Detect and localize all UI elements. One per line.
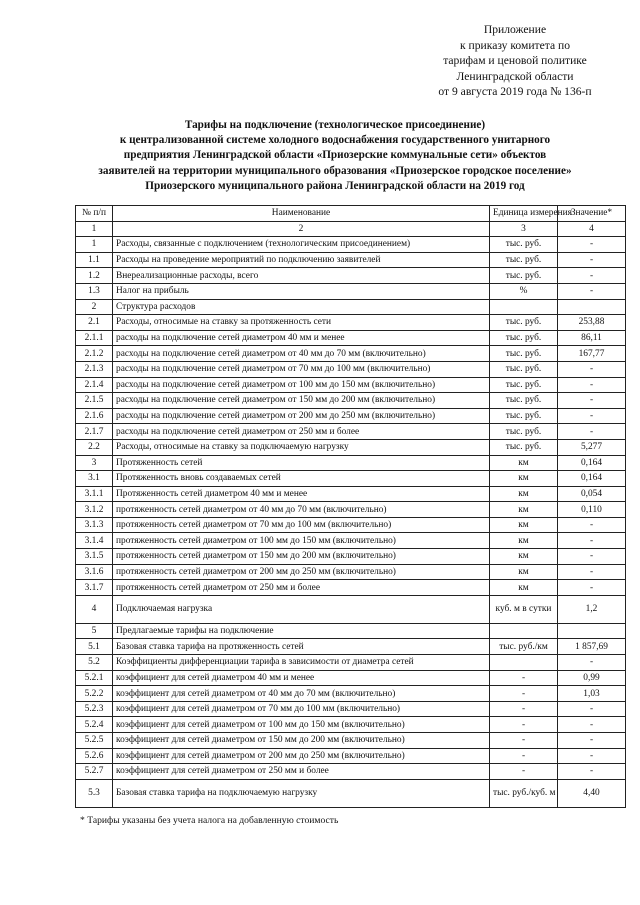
row-value: 167,77 bbox=[558, 346, 626, 362]
row-name: коэффициент для сетей диаметром от 70 мм до 100 мм (включительно) bbox=[113, 701, 490, 717]
row-value: 0,054 bbox=[558, 486, 626, 502]
row-value: - bbox=[558, 655, 626, 671]
table-row bbox=[76, 439, 626, 455]
row-number: 5.2.6 bbox=[76, 748, 113, 764]
row-number: 2 bbox=[76, 299, 113, 315]
row-value bbox=[558, 299, 626, 315]
row-value: - bbox=[558, 377, 626, 393]
row-number: 2.1.6 bbox=[76, 408, 113, 424]
row-unit bbox=[490, 655, 558, 671]
row-unit: - bbox=[490, 733, 558, 749]
row-number: 3.1 bbox=[76, 471, 113, 487]
row-number: 3.1.4 bbox=[76, 533, 113, 549]
row-number: 3.1.7 bbox=[76, 580, 113, 596]
row-unit: тыс. руб. bbox=[490, 377, 558, 393]
row-number: 2.1 bbox=[76, 315, 113, 331]
row-unit: км bbox=[490, 533, 558, 549]
row-unit: тыс. руб. bbox=[490, 268, 558, 284]
row-unit: - bbox=[490, 717, 558, 733]
index-cell: 2 bbox=[113, 221, 490, 237]
table-row bbox=[76, 268, 626, 284]
row-number: 3.1.2 bbox=[76, 502, 113, 518]
row-unit: км bbox=[490, 549, 558, 565]
row-name: Протяженность сетей bbox=[113, 455, 490, 471]
row-unit: км bbox=[490, 517, 558, 533]
row-number: 1 bbox=[76, 237, 113, 253]
appendix-line: от 9 августа 2019 года № 136-п bbox=[438, 85, 592, 98]
row-value: 0,99 bbox=[558, 670, 626, 686]
row-number: 4 bbox=[76, 595, 113, 623]
row-unit: - bbox=[490, 764, 558, 780]
row-name: расходы на подключение сетей диаметром от 40 мм до 70 мм (включительно) bbox=[113, 346, 490, 362]
table-row bbox=[76, 424, 626, 440]
row-name: Базовая ставка тарифа на протяженность сетей bbox=[113, 639, 490, 655]
row-number: 5.1 bbox=[76, 639, 113, 655]
table-row bbox=[76, 346, 626, 362]
table-row bbox=[76, 623, 626, 639]
table-row bbox=[76, 361, 626, 377]
table-row bbox=[76, 486, 626, 502]
row-name: Предлагаемые тарифы на подключение bbox=[113, 623, 490, 639]
row-number: 2.1.1 bbox=[76, 330, 113, 346]
row-number: 5.2 bbox=[76, 655, 113, 671]
table-row bbox=[76, 595, 626, 623]
table-row bbox=[76, 549, 626, 565]
row-value: - bbox=[558, 408, 626, 424]
row-name: протяженность сетей диаметром от 250 мм и более bbox=[113, 580, 490, 596]
row-name: Расходы на проведение мероприятий по подключению заявителей bbox=[113, 252, 490, 268]
row-number: 2.1.3 bbox=[76, 361, 113, 377]
row-number: 2.2 bbox=[76, 439, 113, 455]
row-value: - bbox=[558, 764, 626, 780]
row-number: 2.1.7 bbox=[76, 424, 113, 440]
row-value: 253,88 bbox=[558, 315, 626, 331]
row-number: 2.1.2 bbox=[76, 346, 113, 362]
row-unit: тыс. руб. bbox=[490, 361, 558, 377]
row-unit: км bbox=[490, 455, 558, 471]
title-line: к централизованной системе холодного водоснабжения государственного унитарного bbox=[119, 134, 551, 147]
table-row bbox=[76, 580, 626, 596]
row-unit: тыс. руб./куб. м bbox=[490, 779, 558, 807]
row-unit: км bbox=[490, 502, 558, 518]
row-name: протяженность сетей диаметром от 200 мм до 250 мм (включительно) bbox=[113, 564, 490, 580]
row-value: - bbox=[558, 424, 626, 440]
table-index-row bbox=[76, 221, 626, 237]
table-row bbox=[76, 686, 626, 702]
table-row bbox=[76, 717, 626, 733]
row-name: Протяженность сетей диаметром 40 мм и менее bbox=[113, 486, 490, 502]
table-row bbox=[76, 393, 626, 409]
row-value: - bbox=[558, 549, 626, 565]
row-name: расходы на подключение сетей диаметром от 100 мм до 150 мм (включительно) bbox=[113, 377, 490, 393]
row-number: 5 bbox=[76, 623, 113, 639]
row-name: Структура расходов bbox=[113, 299, 490, 315]
tariff-table bbox=[75, 205, 626, 808]
row-number: 3.1.5 bbox=[76, 549, 113, 565]
table-row bbox=[76, 764, 626, 780]
footnote: * Тарифы указаны без учета налога на добавленную стоимость bbox=[80, 815, 339, 826]
table-row bbox=[76, 655, 626, 671]
appendix-line: Приложение bbox=[483, 23, 547, 36]
row-value: - bbox=[558, 517, 626, 533]
row-value: - bbox=[558, 701, 626, 717]
row-number: 3.1.3 bbox=[76, 517, 113, 533]
table-row bbox=[76, 779, 626, 807]
row-value: - bbox=[558, 580, 626, 596]
row-value: 1,2 bbox=[558, 595, 626, 623]
row-value: - bbox=[558, 748, 626, 764]
row-name: коэффициент для сетей диаметром от 150 мм до 200 мм (включительно) bbox=[113, 733, 490, 749]
row-name: коэффициент для сетей диаметром от 100 мм до 150 мм (включительно) bbox=[113, 717, 490, 733]
table-body bbox=[76, 237, 626, 808]
row-unit: км bbox=[490, 471, 558, 487]
row-unit: км bbox=[490, 486, 558, 502]
row-name: Протяженность вновь создаваемых сетей bbox=[113, 471, 490, 487]
row-value: 4,40 bbox=[558, 779, 626, 807]
row-name: коэффициент для сетей диаметром 40 мм и менее bbox=[113, 670, 490, 686]
row-number: 5.2.2 bbox=[76, 686, 113, 702]
document-title bbox=[55, 118, 615, 194]
index-cell: 4 bbox=[558, 221, 626, 237]
table-row bbox=[76, 237, 626, 253]
row-name: Подключаемая нагрузка bbox=[113, 595, 490, 623]
row-unit: куб. м в сутки bbox=[490, 595, 558, 623]
table-row bbox=[76, 315, 626, 331]
row-value: - bbox=[558, 268, 626, 284]
row-value: - bbox=[558, 717, 626, 733]
row-name: Расходы, относимые на ставку за протяженность сети bbox=[113, 315, 490, 331]
header-name: Наименование bbox=[113, 206, 490, 222]
row-name: расходы на подключение сетей диаметром от 70 мм до 100 мм (включительно) bbox=[113, 361, 490, 377]
header-value: Значение* bbox=[558, 206, 626, 222]
row-name: Расходы, связанные с подключением (технологическим присоединением) bbox=[113, 237, 490, 253]
row-name: Налог на прибыль bbox=[113, 283, 490, 299]
row-unit: км bbox=[490, 580, 558, 596]
row-name: расходы на подключение сетей диаметром от 200 мм до 250 мм (включительно) bbox=[113, 408, 490, 424]
row-name: расходы на подключение сетей диаметром от 250 мм и более bbox=[113, 424, 490, 440]
row-value: - bbox=[558, 237, 626, 253]
row-number: 1.2 bbox=[76, 268, 113, 284]
row-name: Базовая ставка тарифа на подключаемую нагрузку bbox=[113, 779, 490, 807]
row-value: 1 857,69 bbox=[558, 639, 626, 655]
row-unit bbox=[490, 299, 558, 315]
row-value: - bbox=[558, 533, 626, 549]
row-unit bbox=[490, 623, 558, 639]
row-number: 3.1.6 bbox=[76, 564, 113, 580]
row-name: расходы на подключение сетей диаметром 40 мм и менее bbox=[113, 330, 490, 346]
row-unit: тыс. руб. bbox=[490, 330, 558, 346]
row-number: 5.2.5 bbox=[76, 733, 113, 749]
table-row bbox=[76, 701, 626, 717]
table-row bbox=[76, 502, 626, 518]
row-name: протяженность сетей диаметром от 40 мм до 70 мм (включительно) bbox=[113, 502, 490, 518]
row-value: - bbox=[558, 252, 626, 268]
row-unit: тыс. руб. bbox=[490, 252, 558, 268]
table-row bbox=[76, 670, 626, 686]
row-unit: км bbox=[490, 564, 558, 580]
table-header-row bbox=[76, 206, 626, 222]
table-row bbox=[76, 455, 626, 471]
row-number: 5.2.4 bbox=[76, 717, 113, 733]
table-row bbox=[76, 408, 626, 424]
row-value: 5,277 bbox=[558, 439, 626, 455]
row-name: Расходы, относимые на ставку за подключаемую нагрузку bbox=[113, 439, 490, 455]
row-number: 5.3 bbox=[76, 779, 113, 807]
row-unit: тыс. руб. bbox=[490, 424, 558, 440]
table-row bbox=[76, 533, 626, 549]
row-name: расходы на подключение сетей диаметром от 150 мм до 200 мм (включительно) bbox=[113, 393, 490, 409]
row-number: 5.2.1 bbox=[76, 670, 113, 686]
row-value: - bbox=[558, 361, 626, 377]
row-name: протяженность сетей диаметром от 100 мм до 150 мм (включительно) bbox=[113, 533, 490, 549]
row-unit: тыс. руб. bbox=[490, 346, 558, 362]
table-row bbox=[76, 299, 626, 315]
table-row bbox=[76, 471, 626, 487]
row-unit: - bbox=[490, 670, 558, 686]
row-name: коэффициент для сетей диаметром от 250 мм и более bbox=[113, 764, 490, 780]
appendix-line: к приказу комитета по bbox=[460, 38, 570, 52]
table-row bbox=[76, 564, 626, 580]
row-name: протяженность сетей диаметром от 70 мм до 100 мм (включительно) bbox=[113, 517, 490, 533]
row-name: Коэффициенты дифференциации тарифа в зависимости от диаметра сетей bbox=[113, 655, 490, 671]
table-row bbox=[76, 330, 626, 346]
index-cell: 3 bbox=[490, 221, 558, 237]
table-row bbox=[76, 748, 626, 764]
header-num: № п/п bbox=[76, 206, 113, 222]
row-value: 1,03 bbox=[558, 686, 626, 702]
row-value: 0,110 bbox=[558, 502, 626, 518]
row-unit: % bbox=[490, 283, 558, 299]
header-unit: Единица измерения bbox=[490, 206, 558, 222]
title-line: Приозерского муниципального района Ленинградской области на 2019 год bbox=[145, 179, 525, 192]
row-unit: тыс. руб. bbox=[490, 439, 558, 455]
row-value: 0,164 bbox=[558, 455, 626, 471]
row-value: 0,164 bbox=[558, 471, 626, 487]
row-name: коэффициент для сетей диаметром от 40 мм до 70 мм (включительно) bbox=[113, 686, 490, 702]
row-value: - bbox=[558, 283, 626, 299]
row-unit: - bbox=[490, 748, 558, 764]
appendix-block bbox=[420, 22, 610, 100]
appendix-line: Ленинградской области bbox=[456, 69, 574, 83]
table-row bbox=[76, 252, 626, 268]
row-number: 1.1 bbox=[76, 252, 113, 268]
table-row bbox=[76, 733, 626, 749]
title-line: Тарифы на подключение (технологическое присоединение) bbox=[184, 119, 486, 131]
table-row bbox=[76, 377, 626, 393]
row-number: 3.1.1 bbox=[76, 486, 113, 502]
row-value bbox=[558, 623, 626, 639]
appendix-line: тарифам и ценовой политике bbox=[443, 54, 587, 67]
row-value: - bbox=[558, 733, 626, 749]
row-unit: тыс. руб. bbox=[490, 393, 558, 409]
row-number: 3 bbox=[76, 455, 113, 471]
row-unit: - bbox=[490, 701, 558, 717]
row-number: 2.1.5 bbox=[76, 393, 113, 409]
row-value: - bbox=[558, 564, 626, 580]
row-unit: тыс. руб. bbox=[490, 408, 558, 424]
row-unit: тыс. руб. bbox=[490, 237, 558, 253]
row-number: 5.2.7 bbox=[76, 764, 113, 780]
row-unit: тыс. руб./км bbox=[490, 639, 558, 655]
row-unit: - bbox=[490, 686, 558, 702]
row-number: 5.2.3 bbox=[76, 701, 113, 717]
table-row bbox=[76, 639, 626, 655]
row-number: 2.1.4 bbox=[76, 377, 113, 393]
table-row bbox=[76, 517, 626, 533]
row-name: протяженность сетей диаметром от 150 мм до 200 мм (включительно) bbox=[113, 549, 490, 565]
row-name: коэффициент для сетей диаметром от 200 мм до 250 мм (включительно) bbox=[113, 748, 490, 764]
row-unit: тыс. руб. bbox=[490, 315, 558, 331]
title-line: заявителей на территории муниципального образования «Приозерское городское поселение» bbox=[98, 164, 572, 177]
row-name: Внереализационные расходы, всего bbox=[113, 268, 490, 284]
table-row bbox=[76, 283, 626, 299]
row-value: - bbox=[558, 393, 626, 409]
index-cell: 1 bbox=[76, 221, 113, 237]
row-number: 1.3 bbox=[76, 283, 113, 299]
title-line: предприятия Ленинградской области «Приозерские коммунальные сети» объектов bbox=[123, 149, 547, 162]
row-value: 86,11 bbox=[558, 330, 626, 346]
